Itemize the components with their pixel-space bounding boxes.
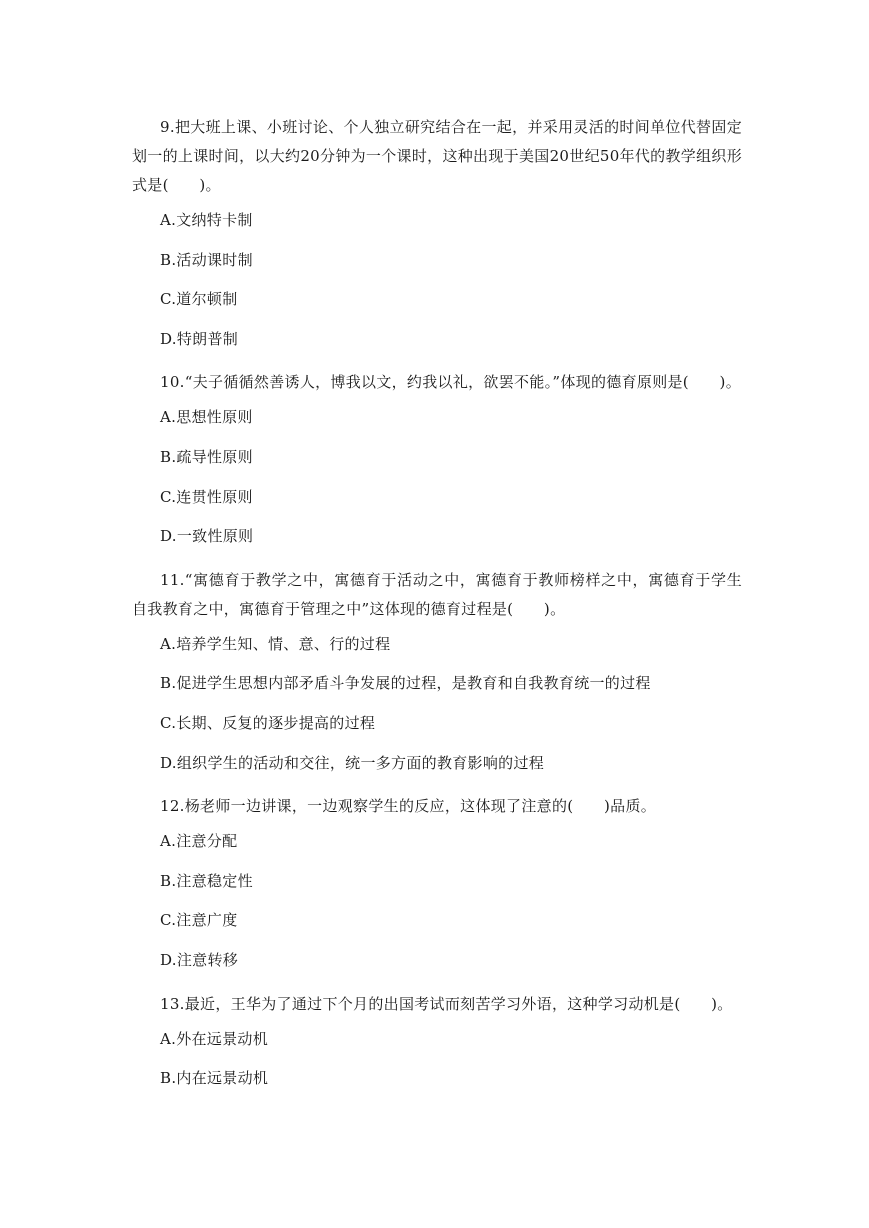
question-9 (132, 113, 742, 349)
option-a: A.培养学生知、情、意、行的过程 (160, 634, 391, 653)
option-b: B.促进学生思想内部矛盾斗争发展的过程，是教育和自我教育统一的过程 (160, 674, 651, 693)
option-d: D.特朗普制 (160, 329, 239, 348)
question-stem: 13.最近，王华为了通过下个月的出国考试而刻苦学习外语，这种学习动机是( )。 (160, 994, 733, 1013)
option-c: C.道尔顿制 (160, 290, 238, 309)
question-12 (132, 792, 742, 970)
option-d: D.注意转移 (160, 950, 239, 969)
option-b: B.注意稳定性 (160, 871, 253, 890)
option-d: D.组织学生的活动和交往，统一多方面的教育影响的过程 (160, 753, 545, 772)
question-stem: 11.“寓德育于教学之中，寓德育于活动之中，寓德育于教师榜样之中，寓德育于学生自我教育之中，寓德育于管理之中”这体现的德育过程是( )。 (132, 570, 742, 618)
question-stem: 12.杨老师一边讲课，一边观察学生的反应，这体现了注意的( )品质。 (160, 797, 657, 816)
option-c: C.连贯性原则 (160, 487, 253, 506)
question-13 (132, 990, 742, 1089)
question-11 (132, 566, 742, 773)
question-10 (132, 368, 742, 546)
option-a: A.文纳特卡制 (160, 211, 253, 229)
question-stem: 9.把大班上课、小班讨论、个人独立研究结合在一起，并采用灵活的时间单位代替固定划一的上课时间，以大约20分钟为一个课时，这种出现于美国20世纪50年代的教学组织形式是( )。 (132, 118, 742, 194)
document-page (132, 113, 742, 1108)
option-d: D.一致性原则 (160, 527, 254, 546)
option-b: B.疏导性原则 (160, 447, 253, 466)
option-a: A.外在远景动机 (160, 1029, 269, 1048)
option-c: C.长期、反复的逐步提高的过程 (160, 713, 376, 732)
question-stem: 10.“夫子循循然善诱人，博我以文，约我以礼，欲罢不能。”体现的德育原则是( )。 (160, 373, 741, 392)
option-a: A.思想性原则 (160, 408, 253, 427)
option-c: C.注意广度 (160, 911, 238, 930)
option-b: B.活动课时制 (160, 250, 253, 269)
option-a: A.注意分配 (160, 832, 238, 851)
option-b: B.内在远景动机 (160, 1069, 269, 1088)
